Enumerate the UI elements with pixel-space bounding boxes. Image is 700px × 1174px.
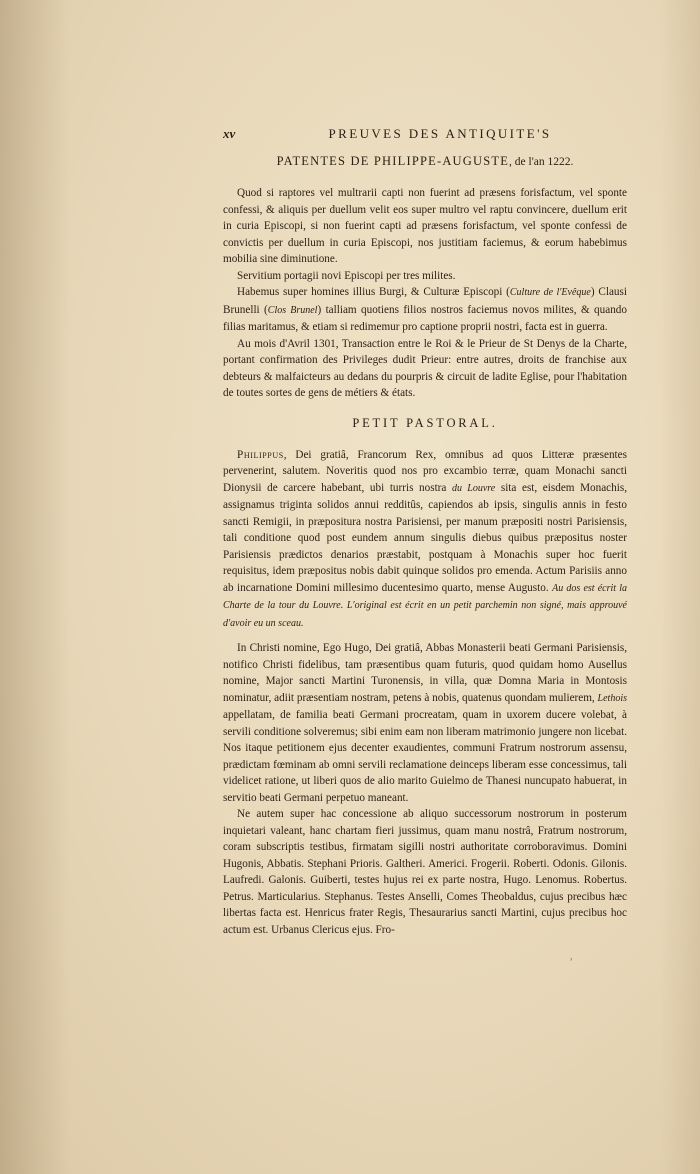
page-number: xv [223,126,236,141]
paragraph-philippus [223,447,627,633]
italic-note: Au dos est écrit la Charte de la tour du Louvre. L'original est écrit en un petit parchemin non signé, mais approuvé d'avoir eu un sceau. [223,582,627,629]
section-title-petit-pastoral: PETIT PASTORAL. [352,415,498,430]
binding-shadow [0,0,70,1174]
small-caps-name: Philippus [237,448,284,461]
text-run: Habemus super homines illius Burgi, & Culturæ Episcopi ( [237,286,510,298]
paragraph-habemus [223,284,627,336]
section-title-date: , de l'an 1222. [509,156,574,168]
text-run: In Christi nomine, Ego Hugo, Dei gratiâ, Abbas Monasterii beati Germani Parisiensis, notifico Christi fidelibus, tam præsentibus quam futuris, quod quidam homo Ausellus nomine, Major sancti Martini Turonensis, in villa, quæ Domna Maria in Montosis nominatur, adiit præsentiam nostram, petens à nobis, quatenus quondam mulierem, [223,642,627,704]
paragraph-ne-autem: Ne autem super hac concessione ab aliquo successorum nostrorum in posterum inquietari valeant, hanc chartam fieri jussimus, quam manu nostrâ, Fratrum nostrorum, coram subscriptis testibus, firmatam sigilli nostri authoritate corroboravimus. Domini Hugonis, Abbatis. Stephani Prioris. Galtheri. Americi. Frogerii. Roberti. Odonis. Gilonis. Laufredi. Galonis. Guiberti, testes hujus rei ex parte nostra, Hugo. Lenomus. Robertus. Petrus. Marticularius. Stephanus. Testes Anselli, Comes Theobaldus, cujus precibus hæc libertas facta est. Henricus frater Regis, Thesaurarius sancti Martini, cujus precibus hoc actum est. Urbanus Clericus ejus. Fro- [223,808,627,936]
section-title-patentes [223,154,627,169]
paragraph-gap [223,632,627,640]
italic-gloss: du Louvre [451,482,496,494]
paragraph-avril-1301: Au mois d'Avril 1301, Transaction entre le Roi & le Prieur de St Denys de la Charte, portant confirmation des Privileges dudit Prieur: entre autres, droits de franchise aux debteurs & malfaicteurs au dedans du pourpris & circuit de ladite Eglise, pour l'habitation de toutes sortes de gens de métiers & états. [223,337,627,399]
italic-gloss: Culture de l'Evêque [509,287,591,298]
page-content [223,126,627,938]
text-run: ) talliam quotiens filios nostros faciemus novos milites, & quando filias maritamus, & etiam si redimemur pro captione proprii nostri, facta est in guerra. [223,303,627,333]
paragraph-servitium: Servitium portagii novi Episcopi per tres milites. [237,269,456,282]
text-run: ) Clausi Brunelli ( [223,286,627,316]
italic-name: Lethois [597,692,627,704]
section-title-text: PATENTES DE PHILIPPE-AUGUSTE [276,154,510,168]
running-head [223,126,627,142]
paragraph-raptores: Quod si raptores vel multrarii capti non fuerint ad præsens forisfactum, vel sponte confessi, & aliquis per duellum velit eos super multro vel raptu convincere, duellum erit in curia Episcopi, si non fuerint capti ad præsens forisfactum, vel sponte confessi de convictis per duellum in curia Episcopi, nos justitiam faciemus, & eorum habebimus mobilia sine diminutione. [223,187,627,265]
text-run: appellatam, de familia beati Germani procreatam, quam in uxorem ducere volebat, à servili conditione solveremus; sibi enim eam non liberam matrimonio jungere non licebat. Nos itaque petitionem ejus decenter exaudientes, communi Fratrum nostrorum assensu, prædictam fœminam ab omni servili reclamatione deinceps liberam esse concessimus, tali videlicet ratione, ut liberi quos de alio marito Guielmo de Thanesi nuncupato habuerat, in servitio beati Germani perpetuo maneant. [223,709,627,804]
text-run: , Dei gratiâ, Francorum Rex, omnibus ad quos Litteræ præsentes pervenerint, salutem. Noveritis quod nos pro excambio terræ, quam Monachi sancti Dionysii de carcere habebant, ubi turris nostra [223,448,627,494]
text-run: sita est, eisdem Monachis, assignamus triginta solidos annui redditûs, capiendos ab ipsis, singulis annis in festo sancti Remigii, in præpositura nostra Parisiensi, per manum præpositi nostri Parisiensis, tali conditione quod post eundem annum singulis diebus quibus præpositus noster Parisiensis prædictos denarios præstabit, postquam à Monachis super hoc fuerit requisitus, idem præpositus nobis dabit quinque solidos pro emenda. Actum Parisiis anno ab incarnatione Domini millesimo ducentesimo quarto, mense Augusto. [223,481,627,594]
italic-gloss: Clos Brunel [267,304,318,316]
page-edge-shadow [660,0,700,1174]
running-title: PREUVES DES ANTIQUITE'S [328,126,552,141]
stray-mark: ʾ [570,958,573,968]
paragraph-in-christi-nomine [223,640,627,806]
